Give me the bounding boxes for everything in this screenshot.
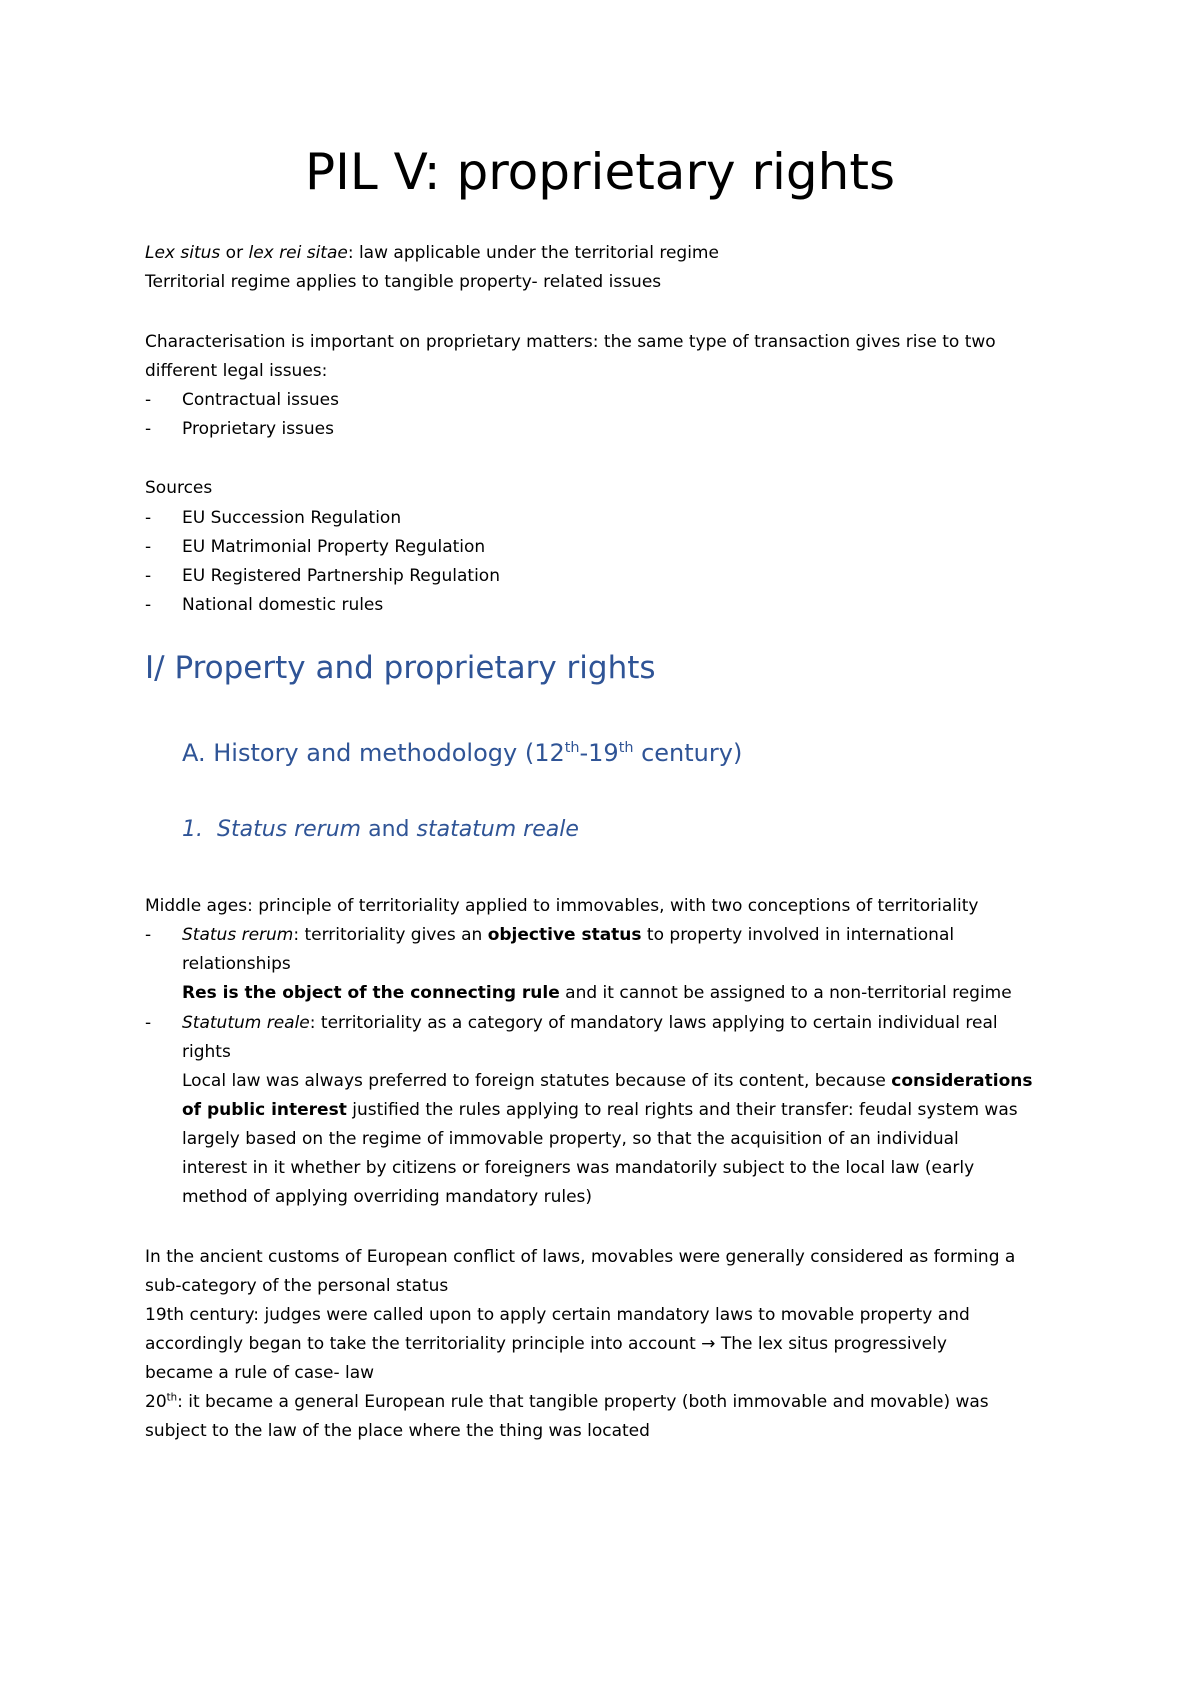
ancient-line-3: 19th century: judges were called upon to apply certain mandatory laws to movable property and: [145, 1305, 970, 1325]
bullet-dash: -: [145, 508, 152, 528]
heading-level-1: I/ Property and proprietary rights: [145, 650, 656, 686]
list-item: EU Succession Regulation: [182, 508, 402, 528]
ancient-line-5: became a rule of case- law: [145, 1363, 375, 1383]
bullet-dash: -: [145, 419, 152, 439]
list-item: EU Registered Partnership Regulation: [182, 566, 500, 586]
term-lex-rei-sitae: lex rei sitae: [248, 243, 348, 263]
ancient-line-2: sub-category of the personal status: [145, 1276, 449, 1296]
statutum-reale-line-6: interest in it whether by citizens or foreigners was mandatorily subject to the local law (early: [182, 1158, 975, 1178]
ancient-line-7: subject to the law of the place where the thing was located: [145, 1421, 650, 1441]
heading-level-2: A. History and methodology (12th-19th century): [182, 739, 743, 767]
intro-line-1: Lex situs or lex rei sitae: law applicable under the territorial regime: [145, 243, 719, 263]
bullet-dash: -: [145, 390, 152, 410]
statutum-reale-line-2: rights: [182, 1042, 231, 1062]
statutum-reale-line-3: Local law was always preferred to foreign statutes because of its content, because considerations: [182, 1071, 1033, 1091]
page-title: PIL V: proprietary rights: [304, 143, 896, 201]
middle-ages-intro: Middle ages: principle of territoriality applied to immovables, with two conceptions of territoriality: [145, 896, 979, 916]
list-item: Contractual issues: [182, 390, 339, 410]
list-item: National domestic rules: [182, 595, 384, 615]
term-lex-situs: Lex situs: [145, 243, 221, 263]
list-item: EU Matrimonial Property Regulation: [182, 537, 486, 557]
statutum-reale-line-4: of public interest justified the rules applying to real rights and their transfer: feudal system was: [182, 1100, 1018, 1120]
statutum-reale-line-5: largely based on the regime of immovable property, so that the acquisition of an individual: [182, 1129, 959, 1149]
status-rerum-line-1: Status rerum: territoriality gives an objective status to property involved in international: [182, 925, 955, 945]
statutum-reale-line-1: Statutum reale: territoriality as a category of mandatory laws applying to certain individual real: [182, 1013, 998, 1033]
bullet-dash: -: [145, 595, 152, 615]
characterisation-line-2: different legal issues:: [145, 361, 328, 381]
status-rerum-line-3: Res is the object of the connecting rule and it cannot be assigned to a non-territorial regime: [182, 983, 1012, 1003]
ancient-line-4: accordingly began to take the territoriality principle into account → The lex situs progressively: [145, 1334, 947, 1354]
bullet-dash: -: [145, 925, 152, 945]
ancient-line-1: In the ancient customs of European conflict of laws, movables were generally considered as forming a: [145, 1247, 1016, 1267]
bullet-dash: -: [145, 1013, 152, 1033]
sources-label: Sources: [145, 478, 213, 498]
list-item: Proprietary issues: [182, 419, 334, 439]
status-rerum-line-2: relationships: [182, 954, 291, 974]
bullet-dash: -: [145, 566, 152, 586]
ancient-line-6: 20th: it became a general European rule that tangible property (both immovable and movable) was: [145, 1392, 989, 1412]
heading-level-3: 1. Status rerum and statatum reale: [182, 817, 579, 842]
characterisation-line-1: Characterisation is important on proprietary matters: the same type of transaction gives rise to two: [145, 332, 996, 352]
statutum-reale-line-7: method of applying overriding mandatory rules): [182, 1187, 593, 1207]
intro-line-2: Territorial regime applies to tangible property- related issues: [145, 272, 662, 292]
bullet-dash: -: [145, 537, 152, 557]
